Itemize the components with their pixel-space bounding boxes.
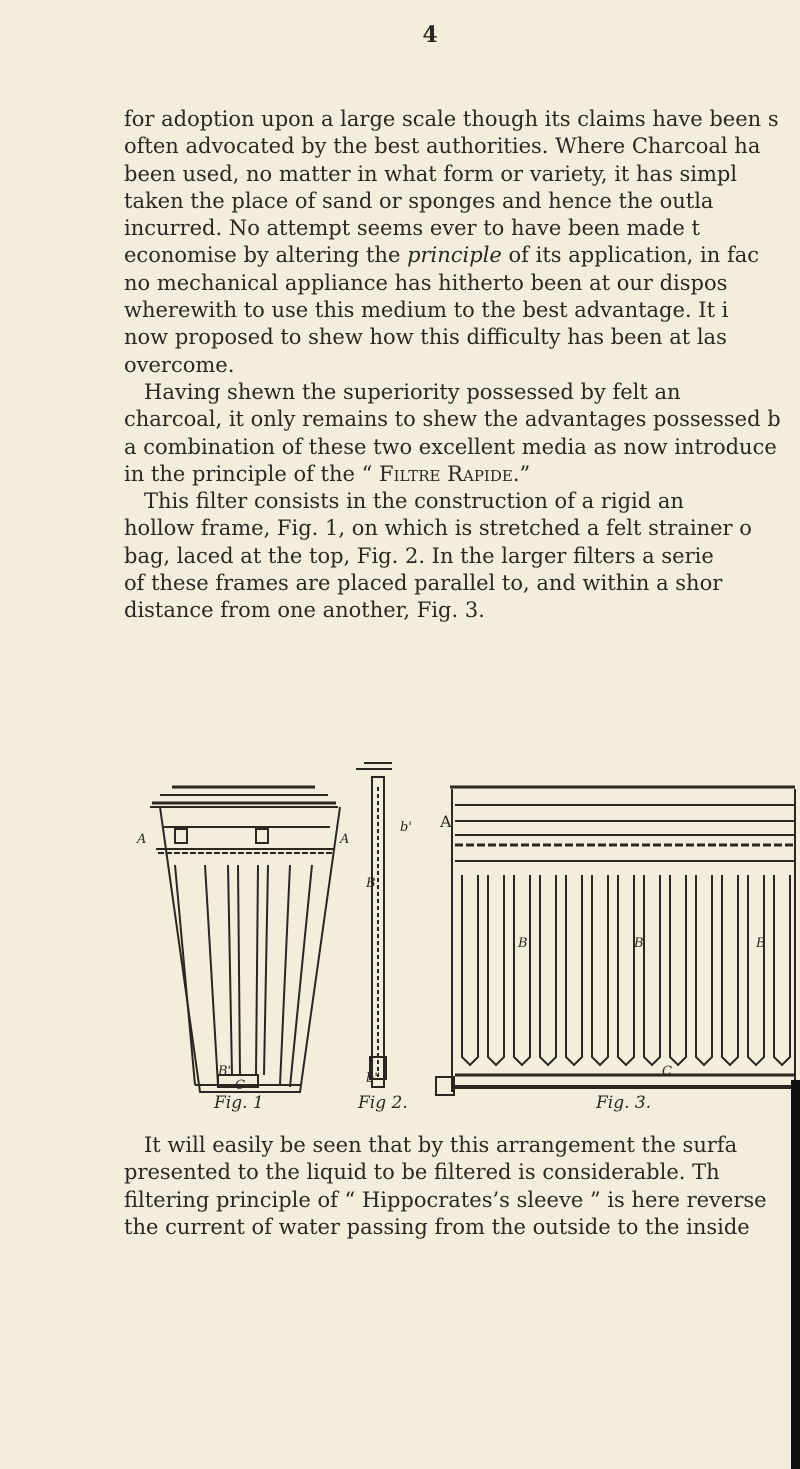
fig-label: B xyxy=(366,876,376,891)
text-line: been used, no matter in what form or variety, it has simpl xyxy=(124,161,738,186)
text-run: of its application, in fac xyxy=(501,243,759,268)
product-name: “ Filtre Rapide.” xyxy=(361,461,531,486)
caption-fig2: Fig 2. xyxy=(358,1093,408,1113)
text-line: It will easily be seen that by this arrangement the surfa xyxy=(144,1133,738,1157)
fig2-drawing xyxy=(356,763,392,1087)
fig-label: C xyxy=(235,1078,245,1093)
fig1-drawing xyxy=(150,787,340,1092)
text-line: of these frames are placed parallel to, and within a shor xyxy=(124,571,723,596)
fig-label: B xyxy=(756,936,766,951)
filter-illustration xyxy=(0,757,800,1097)
text-line: a combination of these two excellent media as now introduce xyxy=(124,434,777,459)
fig-label: B xyxy=(518,936,528,951)
caption-fig3: Fig. 3. xyxy=(596,1093,652,1113)
text-line: Having shewn the superiority possessed by felt an xyxy=(144,379,681,404)
page-binding-edge xyxy=(791,1080,800,1469)
text-line: distance from one another, Fig. 3. xyxy=(124,598,485,623)
fig-label: B' xyxy=(218,1064,232,1079)
text-line: bag, laced at the top, Fig. 2. In the larger filters a serie xyxy=(124,543,714,568)
text-line: the current of water passing from the outside to the inside xyxy=(124,1214,750,1239)
text-line: often advocated by the best authorities. Where Charcoal ha xyxy=(124,134,761,159)
text-line xyxy=(124,461,800,488)
body-text-top xyxy=(124,106,800,625)
fig3-drawing xyxy=(436,787,795,1095)
text-line: wherewith to use this medium to the best advantage. It i xyxy=(124,298,729,323)
fig-label: b' xyxy=(400,820,412,835)
body-text-bottom xyxy=(124,1131,800,1240)
text-line: overcome. xyxy=(124,352,235,377)
fig-label: A xyxy=(440,812,452,831)
text-line: hollow frame, Fig. 1, on which is stretched a felt strainer o xyxy=(124,516,752,541)
text-line: taken the place of sand or sponges and hence the outla xyxy=(124,188,714,213)
text-line xyxy=(124,242,800,269)
caption-fig1: Fig. 1 xyxy=(214,1093,264,1113)
text-run: in the principle of the xyxy=(124,461,362,486)
text-line: filtering principle of “ Hippocrates’s sleeve ” is here reverse xyxy=(124,1187,767,1212)
fig-label: A xyxy=(137,832,147,847)
text-line: now proposed to shew how this difficulty has been at las xyxy=(124,325,727,350)
italic-word: principle xyxy=(407,243,502,268)
text-line: incurred. No attempt seems ever to have been made t xyxy=(124,216,700,241)
filter-figure xyxy=(0,757,800,1097)
text-line: charcoal, it only remains to shew the advantages possessed b xyxy=(124,407,781,432)
text-line: no mechanical appliance has hitherto been at our dispos xyxy=(124,270,728,295)
text-line: for adoption upon a large scale though its claims have been s xyxy=(124,107,779,131)
text-line: This filter consists in the construction of a rigid an xyxy=(144,489,684,514)
fig-label: B xyxy=(634,936,644,951)
fig-label: A xyxy=(340,832,350,847)
text-line: presented to the liquid to be filtered is considerable. Th xyxy=(124,1160,720,1185)
text-run: economise by altering the xyxy=(124,243,408,268)
page-number: 4 xyxy=(422,22,438,48)
fig-label: C xyxy=(662,1064,672,1079)
fig-label: b" xyxy=(366,1071,381,1086)
